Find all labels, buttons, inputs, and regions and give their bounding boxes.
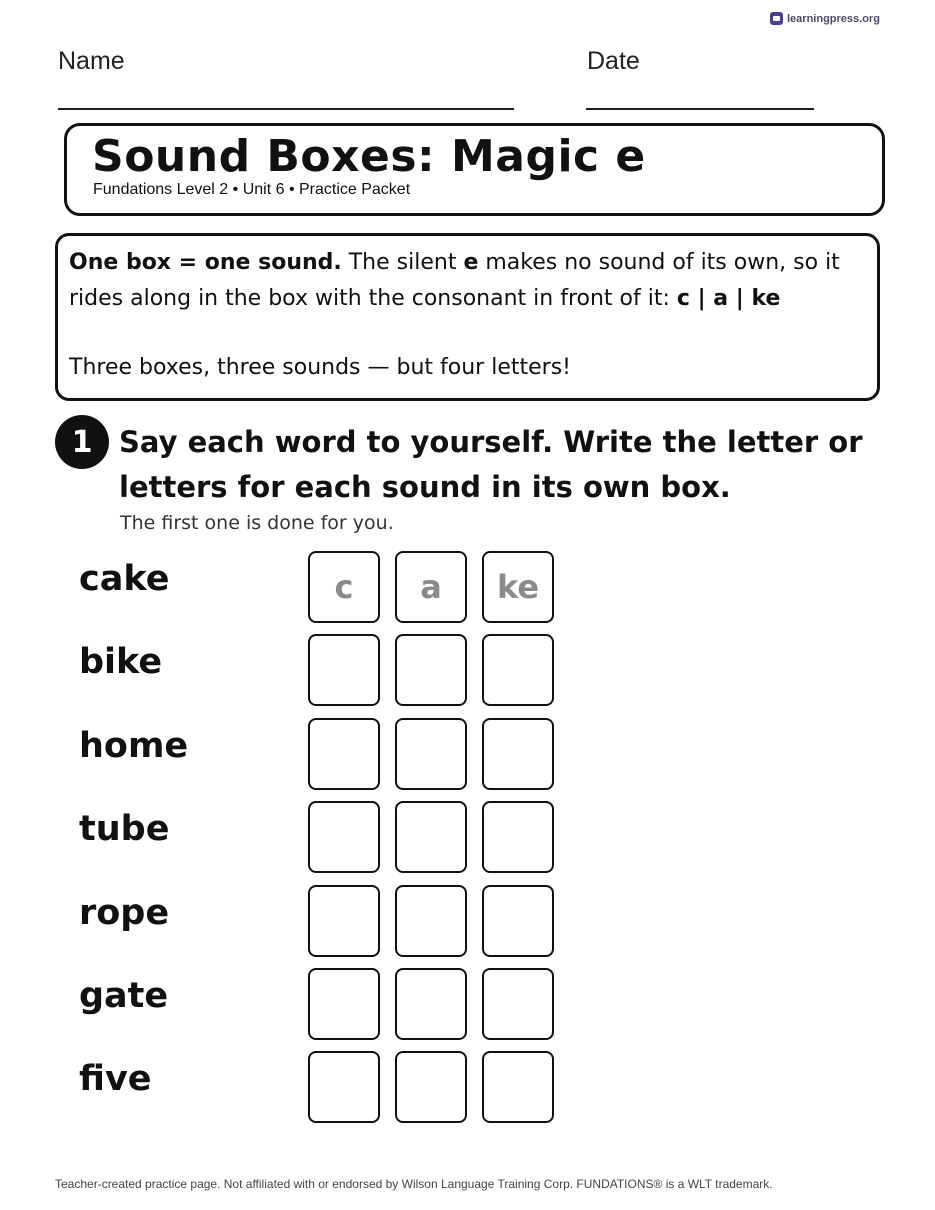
sound-box-3[interactable] [482,968,554,1040]
brand-text: learningpress.org [787,12,880,25]
sound-box-1[interactable] [308,801,380,873]
sound-box-1[interactable] [308,885,380,957]
word-label: home [79,726,189,766]
name-write-line[interactable] [58,108,514,110]
word-row-home [0,718,935,792]
info-last-line: Three boxes, three sounds — but four letters! [69,355,571,380]
page-title: Sound Boxes: Magic e [92,131,646,182]
info-text-2: makes no sound of its own, so it rides along in the box with the consonant in front of it: [69,250,840,311]
sound-box-3[interactable] [482,1051,554,1123]
word-row-rope [0,885,935,959]
page-subtitle: Fundations Level 2 • Unit 6 • Practice Packet [93,181,411,198]
info-bold-lead: One box = one sound. [69,250,342,275]
word-label: gate [79,976,169,1016]
sound-box-2[interactable] [395,968,467,1040]
brand-logo-icon [770,12,783,25]
word-label: tube [79,809,170,849]
sound-box-3[interactable] [482,885,554,957]
step-instruction: Say each word to yourself. Write the letter or letters for each sound in its own box. [119,425,863,504]
word-label: five [79,1059,152,1099]
word-row-bike [0,634,935,708]
word-row-tube [0,801,935,875]
info-example: c | a | ke [676,285,781,311]
sound-box-2[interactable] [395,718,467,790]
word-row-gate [0,968,935,1042]
word-label: rope [79,893,170,933]
step-number-badge: 1 [55,415,109,469]
date-label: Date [587,47,640,75]
sound-box-2[interactable] [395,634,467,706]
info-text [69,245,864,316]
info-silent-e: e [463,250,479,275]
sound-box-3[interactable] [482,718,554,790]
date-write-line[interactable] [586,108,814,110]
sound-box-1[interactable] [308,718,380,790]
footer-disclaimer: Teacher-created practice page. Not affiliated with or endorsed by Wilson Language Training Corp. FUNDATIONS® is a WLT trademark. [55,1177,773,1191]
sound-box-1[interactable] [308,634,380,706]
sound-box-1[interactable]: c [308,551,380,623]
word-label: cake [79,559,170,599]
word-row-cake [0,551,935,625]
sound-box-3[interactable]: ke [482,551,554,623]
word-label: bike [79,642,163,682]
sound-box-2[interactable] [395,885,467,957]
sound-box-1[interactable] [308,968,380,1040]
word-row-five [0,1051,935,1125]
sound-box-2[interactable] [395,801,467,873]
sound-box-1[interactable] [308,1051,380,1123]
brand [770,12,880,25]
sound-box-2[interactable]: a [395,551,467,623]
name-label: Name [58,47,125,75]
sound-box-3[interactable] [482,801,554,873]
info-text-1: The silent [341,250,464,275]
step-hint: The first one is done for you. [120,512,394,534]
sound-box-3[interactable] [482,634,554,706]
sound-box-2[interactable] [395,1051,467,1123]
